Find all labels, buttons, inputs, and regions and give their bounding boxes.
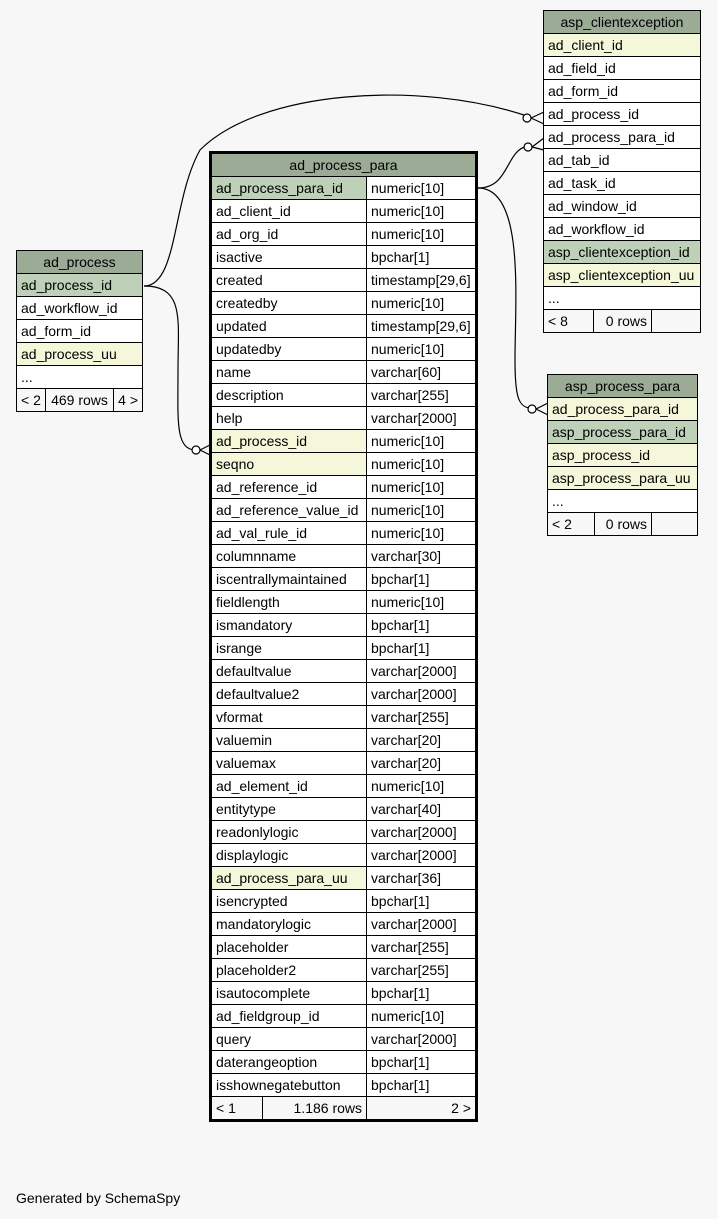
- table-row[interactable]: [548, 398, 698, 421]
- column-name[interactable]: created: [211, 269, 367, 292]
- parents-count[interactable]: < 1: [211, 1097, 263, 1121]
- table-row[interactable]: [211, 959, 477, 982]
- column-name[interactable]: columnname: [211, 545, 367, 568]
- column[interactable]: ad_field_id: [544, 57, 701, 80]
- table-ad-process-para[interactable]: [209, 151, 478, 1122]
- table-row[interactable]: [548, 490, 698, 513]
- table-row[interactable]: [211, 683, 477, 706]
- table-row[interactable]: [211, 315, 477, 338]
- column-name[interactable]: isrange: [211, 637, 367, 660]
- table-asp-process-para[interactable]: [547, 374, 698, 536]
- column-type: numeric[10]: [367, 1005, 477, 1028]
- table-row[interactable]: [544, 34, 701, 57]
- table-row[interactable]: [211, 545, 477, 568]
- column-name[interactable]: name: [211, 361, 367, 384]
- edge-ad-process-para-to-asp-clientexception: [478, 146, 528, 188]
- table-asp-clientexception[interactable]: [543, 10, 701, 333]
- parents-count[interactable]: < 8: [544, 310, 594, 333]
- table-row[interactable]: [211, 269, 477, 292]
- column-name[interactable]: valuemin: [211, 729, 367, 752]
- column-name[interactable]: ad_reference_value_id: [211, 499, 367, 522]
- column[interactable]: asp_clientexception_uu: [544, 264, 701, 287]
- column[interactable]: ad_process_para_id: [548, 398, 698, 421]
- table-ad-process[interactable]: [16, 250, 143, 412]
- column-type: numeric[10]: [367, 292, 477, 315]
- column-more: ...: [548, 490, 698, 513]
- column-name[interactable]: defaultvalue2: [211, 683, 367, 706]
- table-row[interactable]: [211, 775, 477, 798]
- column-type: varchar[2000]: [367, 844, 477, 867]
- column-name[interactable]: fieldlength: [211, 591, 367, 614]
- table-row[interactable]: [211, 292, 477, 315]
- column-name[interactable]: ad_process_para_uu: [211, 867, 367, 890]
- column-type: varchar[40]: [367, 798, 477, 821]
- column-type: numeric[10]: [367, 453, 477, 476]
- table-row[interactable]: [548, 444, 698, 467]
- table-row[interactable]: [211, 614, 477, 637]
- column-type: varchar[2000]: [367, 913, 477, 936]
- table-row[interactable]: [211, 913, 477, 936]
- edge-end-circle: [523, 114, 531, 122]
- column-type: varchar[2000]: [367, 683, 477, 706]
- column-name[interactable]: updatedby: [211, 338, 367, 361]
- parents-count[interactable]: < 2: [17, 389, 46, 412]
- table-row[interactable]: [544, 149, 701, 172]
- column-type: numeric[10]: [367, 591, 477, 614]
- column-name[interactable]: updated: [211, 315, 367, 338]
- edge-end-circle: [192, 446, 200, 454]
- column-type: numeric[10]: [367, 338, 477, 361]
- column-name[interactable]: query: [211, 1028, 367, 1051]
- table-row[interactable]: [211, 384, 477, 407]
- table-row[interactable]: [211, 982, 477, 1005]
- column-name[interactable]: ismandatory: [211, 614, 367, 637]
- column-type: numeric[10]: [367, 775, 477, 798]
- column-name[interactable]: daterangeoption: [211, 1051, 367, 1074]
- column-name[interactable]: ad_org_id: [211, 223, 367, 246]
- table-row[interactable]: [211, 177, 477, 200]
- children-count: [652, 513, 698, 536]
- table-row[interactable]: [211, 844, 477, 867]
- column-type: bpchar[1]: [367, 246, 477, 269]
- column-type: numeric[10]: [367, 200, 477, 223]
- table-row[interactable]: [544, 126, 701, 149]
- table-title[interactable]: ad_process: [17, 251, 143, 274]
- table-row[interactable]: [211, 936, 477, 959]
- column-type: bpchar[1]: [367, 1074, 477, 1097]
- table-row[interactable]: [211, 660, 477, 683]
- column-type: numeric[10]: [367, 476, 477, 499]
- children-count: [652, 310, 701, 333]
- column-type: varchar[2000]: [367, 660, 477, 683]
- column-name[interactable]: description: [211, 384, 367, 407]
- column-type: varchar[30]: [367, 545, 477, 568]
- column-name[interactable]: createdby: [211, 292, 367, 315]
- row-count: 0 rows: [595, 513, 652, 536]
- column-name[interactable]: vformat: [211, 706, 367, 729]
- column[interactable]: ad_task_id: [544, 172, 701, 195]
- row-count: 1.186 rows: [263, 1097, 367, 1121]
- table-row[interactable]: [211, 798, 477, 821]
- table-row[interactable]: [211, 1028, 477, 1051]
- column-type: varchar[255]: [367, 384, 477, 407]
- column-name[interactable]: ad_element_id: [211, 775, 367, 798]
- table-title[interactable]: asp_clientexception: [544, 11, 701, 34]
- table-row[interactable]: [548, 421, 698, 444]
- row-count: 469 rows: [45, 389, 113, 412]
- column-name[interactable]: ad_val_rule_id: [211, 522, 367, 545]
- column-name[interactable]: ad_process_para_id: [211, 177, 367, 200]
- column[interactable]: asp_process_id: [548, 444, 698, 467]
- table-row[interactable]: [544, 218, 701, 241]
- column-type: timestamp[29,6]: [367, 315, 477, 338]
- column[interactable]: asp_clientexception_id: [544, 241, 701, 264]
- column[interactable]: ad_window_id: [544, 195, 701, 218]
- table-row[interactable]: [211, 706, 477, 729]
- column-name[interactable]: seqno: [211, 453, 367, 476]
- table-row[interactable]: [544, 241, 701, 264]
- column[interactable]: ad_workflow_id: [17, 297, 143, 320]
- column[interactable]: ad_form_id: [544, 80, 701, 103]
- column-type: varchar[2000]: [367, 407, 477, 430]
- column-type: varchar[20]: [367, 752, 477, 775]
- edge-end-circle: [524, 143, 532, 151]
- table-row[interactable]: [211, 1051, 477, 1074]
- table-row[interactable]: [544, 80, 701, 103]
- column[interactable]: ad_form_id: [17, 320, 143, 343]
- table-row[interactable]: [544, 57, 701, 80]
- column[interactable]: ad_process_para_id: [544, 126, 701, 149]
- table-row[interactable]: [211, 637, 477, 660]
- table-row[interactable]: [211, 1005, 477, 1028]
- table-row[interactable]: [211, 361, 477, 384]
- column-name[interactable]: readonlylogic: [211, 821, 367, 844]
- column-name[interactable]: entitytype: [211, 798, 367, 821]
- table-row[interactable]: [211, 890, 477, 913]
- edge-ad-process-para-to-asp-process-para: [478, 188, 531, 408]
- table-row[interactable]: [211, 453, 477, 476]
- edge-ad-process-to-ad-process-para: [144, 286, 196, 450]
- column-name[interactable]: displaylogic: [211, 844, 367, 867]
- table-row[interactable]: [211, 867, 477, 890]
- table-row[interactable]: [211, 223, 477, 246]
- column[interactable]: ad_client_id: [544, 34, 701, 57]
- table-row[interactable]: [211, 499, 477, 522]
- edge-end-circle: [528, 405, 536, 413]
- column-indexed[interactable]: ad_process_uu: [17, 343, 143, 366]
- column-name[interactable]: mandatorylogic: [211, 913, 367, 936]
- column-name[interactable]: defaultvalue: [211, 660, 367, 683]
- column-type: numeric[10]: [367, 499, 477, 522]
- column-name[interactable]: ad_reference_id: [211, 476, 367, 499]
- column[interactable]: ad_workflow_id: [544, 218, 701, 241]
- table-row[interactable]: [211, 338, 477, 361]
- children-count[interactable]: 4 >: [114, 389, 143, 412]
- table-title[interactable]: asp_process_para: [548, 375, 698, 398]
- column-type: numeric[10]: [367, 223, 477, 246]
- table-row[interactable]: [211, 200, 477, 223]
- column-type: varchar[2000]: [367, 821, 477, 844]
- table-title[interactable]: ad_process_para: [211, 153, 477, 177]
- generated-by-footer: Generated by SchemaSpy: [16, 1190, 181, 1206]
- table-row[interactable]: [211, 246, 477, 269]
- column-type: bpchar[1]: [367, 890, 477, 913]
- table-row[interactable]: [544, 287, 701, 310]
- column-name[interactable]: help: [211, 407, 367, 430]
- column-name[interactable]: valuemax: [211, 752, 367, 775]
- column-name[interactable]: ad_process_id: [211, 430, 367, 453]
- column-name[interactable]: isencrypted: [211, 890, 367, 913]
- column-type: bpchar[1]: [367, 982, 477, 1005]
- column-name[interactable]: placeholder2: [211, 959, 367, 982]
- column-name[interactable]: placeholder: [211, 936, 367, 959]
- row-count: 0 rows: [594, 310, 652, 333]
- table-row[interactable]: [211, 430, 477, 453]
- column[interactable]: ad_tab_id: [544, 149, 701, 172]
- table-row[interactable]: [211, 729, 477, 752]
- column-type: numeric[10]: [367, 177, 477, 200]
- column-name[interactable]: isautocomplete: [211, 982, 367, 1005]
- table-row[interactable]: [211, 568, 477, 591]
- column-type: varchar[255]: [367, 706, 477, 729]
- column-type: numeric[10]: [367, 522, 477, 545]
- column-type: varchar[255]: [367, 936, 477, 959]
- column-type: varchar[255]: [367, 959, 477, 982]
- children-count[interactable]: 2 >: [367, 1097, 477, 1121]
- column-name[interactable]: isshownegatebutton: [211, 1074, 367, 1097]
- column-type: varchar[36]: [367, 867, 477, 890]
- table-row[interactable]: [544, 264, 701, 287]
- column[interactable]: asp_process_para_id: [548, 421, 698, 444]
- column-type: varchar[20]: [367, 729, 477, 752]
- column-name[interactable]: iscentrallymaintained: [211, 568, 367, 591]
- column-type: varchar[2000]: [367, 1028, 477, 1051]
- column-type: timestamp[29,6]: [367, 269, 477, 292]
- table-row[interactable]: [211, 752, 477, 775]
- column-type: bpchar[1]: [367, 568, 477, 591]
- table-row[interactable]: [211, 522, 477, 545]
- column[interactable]: asp_process_para_uu: [548, 467, 698, 490]
- column-more: ...: [544, 287, 701, 310]
- column-type: varchar[60]: [367, 361, 477, 384]
- parents-count[interactable]: < 2: [548, 513, 595, 536]
- column-name[interactable]: ad_client_id: [211, 200, 367, 223]
- column-name[interactable]: isactive: [211, 246, 367, 269]
- column-pk[interactable]: ad_process_id: [17, 274, 143, 297]
- table-row[interactable]: [544, 195, 701, 218]
- column-type: bpchar[1]: [367, 637, 477, 660]
- column-type: numeric[10]: [367, 430, 477, 453]
- column-type: bpchar[1]: [367, 614, 477, 637]
- column-more: ...: [17, 366, 143, 389]
- table-row[interactable]: [544, 103, 701, 126]
- table-row[interactable]: [211, 407, 477, 430]
- table-row[interactable]: [211, 821, 477, 844]
- table-row[interactable]: [548, 467, 698, 490]
- column-name[interactable]: ad_fieldgroup_id: [211, 1005, 367, 1028]
- table-row[interactable]: [544, 172, 701, 195]
- column[interactable]: ad_process_id: [544, 103, 701, 126]
- table-row[interactable]: [211, 591, 477, 614]
- table-row[interactable]: [211, 476, 477, 499]
- column-type: bpchar[1]: [367, 1051, 477, 1074]
- table-row[interactable]: [211, 1074, 477, 1097]
